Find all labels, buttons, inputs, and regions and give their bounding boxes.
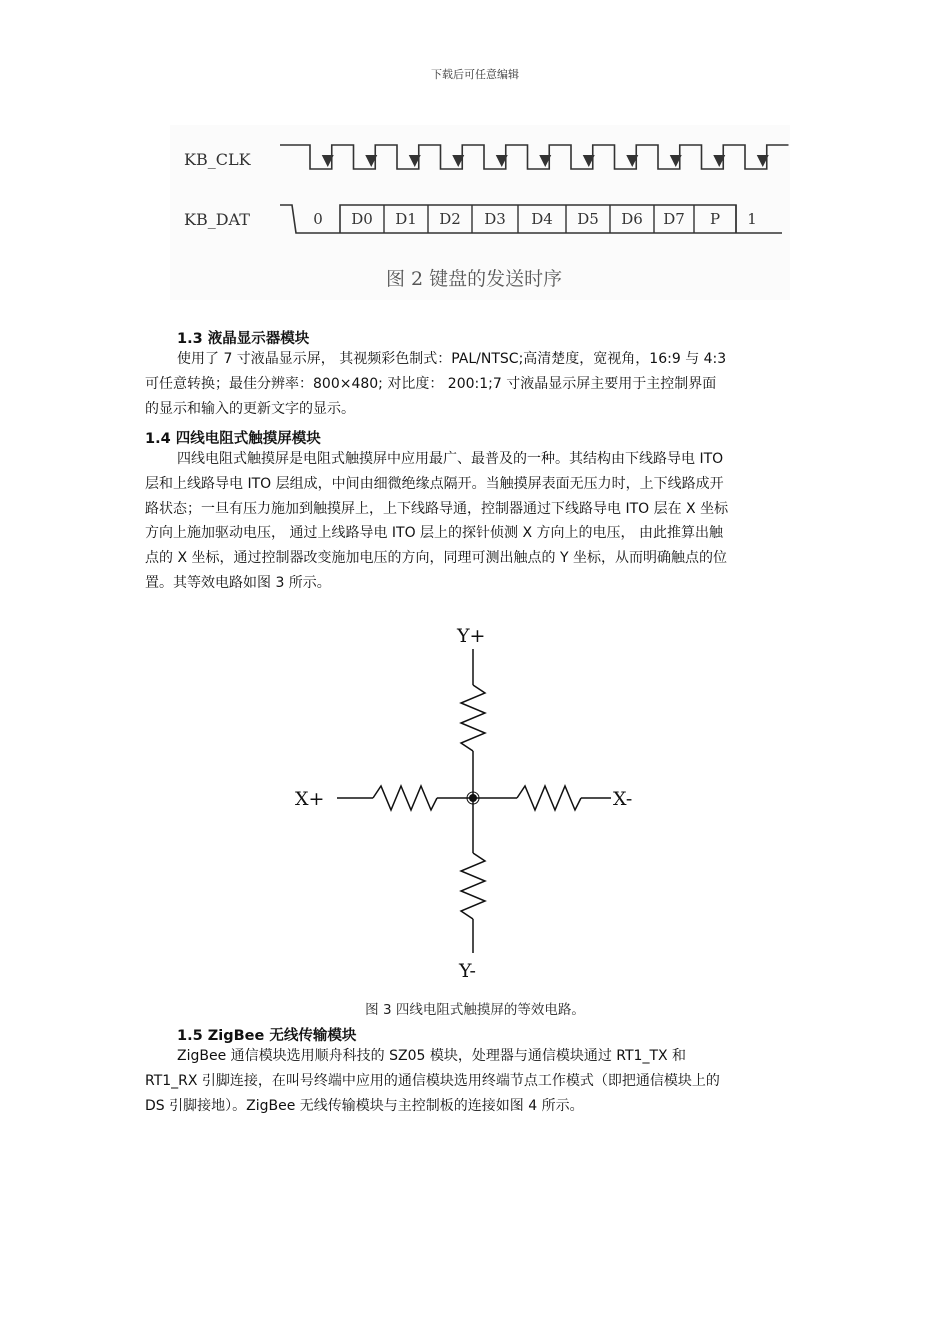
- label-y-plus: Y+: [457, 625, 486, 647]
- bit-label: D0: [351, 210, 373, 228]
- dat-label: KB_DAT: [184, 210, 250, 229]
- label-x-plus: X+: [295, 788, 325, 810]
- junction-node: [469, 794, 477, 802]
- paragraph-line: 层和上线路导电 ITO 层组成，中间由细微绝缘点隔开。当触摸屏表面无压力时，上下线路成开: [145, 475, 724, 492]
- figure-2-timing-diagram: [170, 125, 790, 300]
- paragraph-line: 点的 X 坐标，通过控制器改变施加电压的方向，同理可测出触点的 Y 坐标，从而明确触点的位: [145, 550, 727, 567]
- bit-label: 1: [747, 210, 757, 228]
- paragraph-line: 的显示和输入的更新文字的显示。: [145, 400, 355, 417]
- bit-label: D3: [484, 210, 506, 228]
- resistor-top: [461, 685, 485, 751]
- paragraph-line: 方向上施加驱动电压， 通过上线路导电 ITO 层上的探针侦测 X 方向上的电压， 由此推算出触: [145, 525, 723, 542]
- paragraph-line: 置。其等效电路如图 3 所示。: [145, 574, 331, 591]
- paragraph-line: 路状态；一旦有压力施加到触摸屏上，上下线路导通，控制器通过下线路导电 ITO 层在 X 坐标: [145, 500, 729, 517]
- section-1-4-heading: 1.4 四线电阻式触摸屏模块: [145, 431, 321, 447]
- bit-label: D2: [439, 210, 461, 228]
- section-1-4-paragraph: [145, 447, 728, 596]
- paragraph-line: RT1_RX 引脚连接，在叫号终端中应用的通信模块选用终端节点工作模式（即把通信模块上的: [145, 1072, 720, 1089]
- resistor-bottom: [461, 853, 485, 919]
- page-header: 下载后可任意编辑: [431, 68, 519, 81]
- paragraph-line: 四线电阻式触摸屏是电阻式触摸屏中应用最广、最普及的一种。其结构由下线路导电 ITO: [177, 451, 724, 467]
- label-y-minus: Y-: [459, 960, 476, 982]
- bit-label: D6: [621, 210, 643, 228]
- clk-label: KB_CLK: [184, 150, 251, 169]
- figure-3-caption: 图 3 四线电阻式触摸屏的等效电路。: [365, 1002, 585, 1018]
- bit-label: D7: [663, 210, 685, 228]
- label-x-minus: X-: [613, 788, 633, 810]
- section-1-3-heading: 1.3 液晶显示器模块: [177, 331, 310, 347]
- section-1-5-paragraph: [145, 1044, 720, 1118]
- section-1-3-paragraph: [145, 347, 726, 421]
- bit-label: P: [709, 210, 721, 228]
- resistor-left: [373, 786, 437, 810]
- bit-label: D1: [395, 210, 417, 228]
- bit-label: D4: [531, 210, 553, 228]
- paragraph-line: 使用了 7 寸液晶显示屏， 其视频彩色制式：PAL/NTSC;高清楚度，宽视角，16:9 与 4:3: [177, 351, 727, 367]
- paragraph-line: ZigBee 通信模块选用顺舟科技的 SZ05 模块，处理器与通信模块通过 RT1_TX 和: [177, 1048, 687, 1064]
- section-1-5-heading: 1.5 ZigBee 无线传输模块: [177, 1028, 357, 1044]
- figure-2-caption: 图 2 键盘的发送时序: [386, 268, 563, 290]
- bit-label: D5: [577, 210, 599, 228]
- resistor-right: [517, 786, 581, 810]
- paragraph-line: DS 引脚接地）。ZigBee 无线传输模块与主控制板的连接如图 4 所示。: [145, 1097, 584, 1114]
- paragraph-line: 可任意转换；最佳分辨率：800×480; 对比度： 200:1;7 寸液晶显示屏主要用于主控制界面: [145, 375, 717, 392]
- figure-3-equivalent-circuit: [285, 615, 665, 987]
- bit-label: 0: [313, 210, 323, 228]
